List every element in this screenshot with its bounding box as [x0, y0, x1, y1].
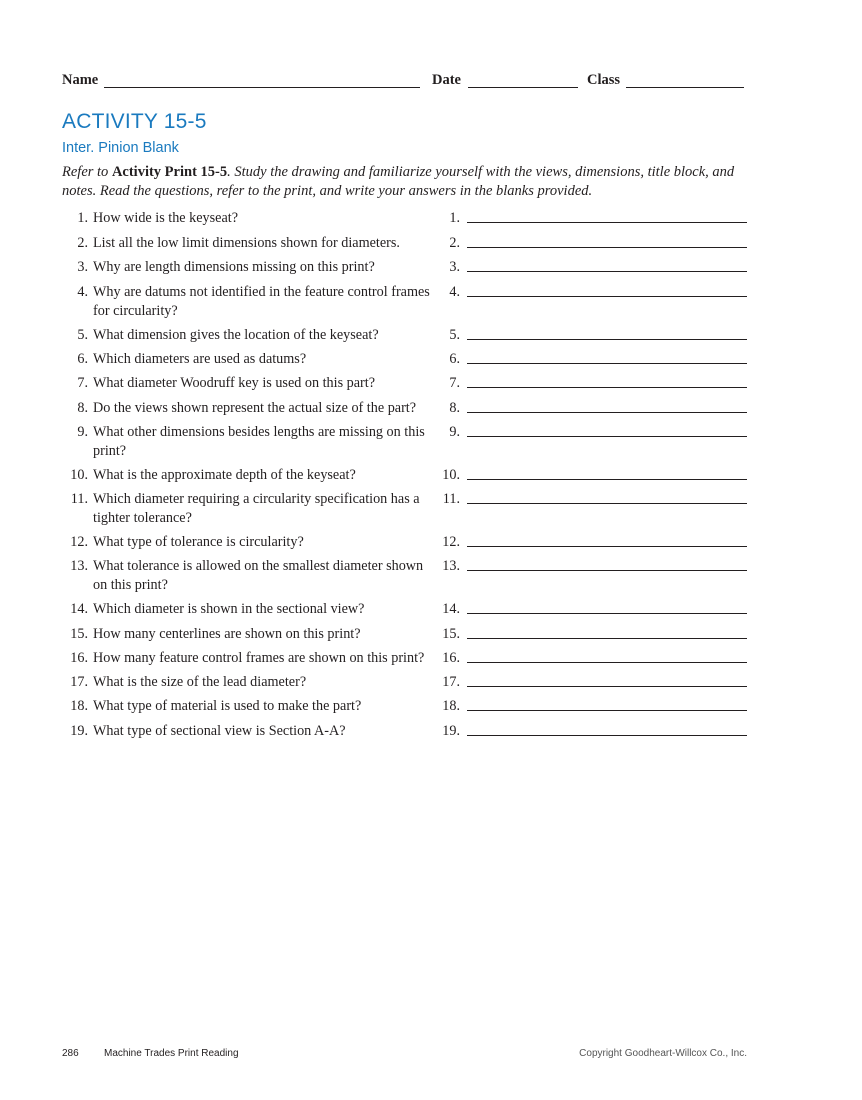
answer-blank[interactable] [467, 503, 747, 504]
class-blank [626, 87, 744, 88]
question-number: 7. [77, 375, 88, 391]
answer-number: 15. [442, 626, 460, 642]
question-text: What type of sectional view is Section A-A? [93, 723, 346, 739]
answer-blank[interactable] [467, 710, 747, 711]
question-number: 13. [70, 558, 88, 574]
question-text: Which diameter requiring a circularity specification has a tighter tolerance? [93, 491, 420, 526]
answer-number: 18. [442, 698, 460, 714]
name-label: Name [62, 72, 99, 88]
student-info-header [62, 72, 752, 92]
question-text: What tolerance is allowed on the smallest diameter shown on this print? [93, 558, 424, 593]
question-text: How many centerlines are shown on this print? [93, 626, 361, 642]
instructions-prefix: Refer to [62, 164, 112, 180]
answer-blank[interactable] [467, 735, 747, 736]
answer-number: 13. [442, 558, 460, 574]
answer-number: 10. [442, 467, 460, 483]
question-text: How wide is the keyseat? [93, 210, 238, 226]
answer-blank[interactable] [467, 686, 747, 687]
answer-number: 14. [442, 601, 460, 617]
answer-blank[interactable] [467, 247, 747, 248]
question-number: 17. [70, 674, 88, 690]
question-text: What is the size of the lead diameter? [93, 674, 307, 690]
answer-blank[interactable] [467, 546, 747, 547]
answer-blank[interactable] [467, 271, 747, 272]
question-number: 8. [77, 400, 88, 416]
question-number: 2. [77, 235, 88, 251]
activity-subtitle: Inter. Pinion Blank [62, 140, 179, 156]
question-text: What type of material is used to make the part? [93, 698, 362, 714]
answer-number: 8. [449, 400, 460, 416]
question-number: 6. [77, 351, 88, 367]
question-text: What other dimensions besides lengths are missing on this print? [93, 424, 425, 459]
answer-blank[interactable] [467, 436, 747, 437]
question-text: What dimension gives the location of the keyseat? [93, 327, 379, 343]
answer-number: 1. [449, 210, 460, 226]
question-number: 14. [70, 601, 88, 617]
question-text: How many feature control frames are shown on this print? [93, 650, 425, 666]
question-text: Why are length dimensions missing on this print? [93, 259, 375, 275]
answer-number: 2. [449, 235, 460, 251]
activity-title: ACTIVITY 15-5 [62, 110, 207, 133]
name-blank [104, 87, 420, 88]
answer-blank[interactable] [467, 638, 747, 639]
copyright: Copyright Goodheart-Willcox Co., Inc. [579, 1048, 747, 1059]
answer-number: 17. [442, 674, 460, 690]
instructions-body: . Study the drawing and familiarize yourself with the views, dimensions, title block, and notes. Read the questions, refer to the print, and write your answers in the blanks provided. [62, 164, 735, 199]
class-label: Class [587, 72, 621, 88]
answer-number: 5. [449, 327, 460, 343]
question-number: 9. [77, 424, 88, 440]
date-label: Date [432, 72, 461, 88]
answer-number: 19. [442, 723, 460, 739]
question-number: 4. [77, 284, 88, 300]
question-number: 10. [70, 467, 88, 483]
question-number: 18. [70, 698, 88, 714]
answer-number: 16. [442, 650, 460, 666]
answer-blank[interactable] [467, 412, 747, 413]
question-number: 12. [70, 534, 88, 550]
question-text: What diameter Woodruff key is used on this part? [93, 375, 376, 391]
question-number: 3. [77, 259, 88, 275]
question-text: Which diameter is shown in the sectional view? [93, 601, 365, 617]
date-blank [468, 87, 578, 88]
answer-blank[interactable] [467, 479, 747, 480]
answer-number: 12. [442, 534, 460, 550]
answer-number: 7. [449, 375, 460, 391]
question-text: Why are datums not identified in the feature control frames for circularity? [93, 284, 430, 319]
question-number: 16. [70, 650, 88, 666]
question-number: 1. [77, 210, 88, 226]
instructions-print-ref: Activity Print 15-5 [111, 164, 228, 180]
answer-blank[interactable] [467, 662, 747, 663]
answer-number: 4. [449, 284, 460, 300]
answer-blank[interactable] [467, 339, 747, 340]
question-text: What type of tolerance is circularity? [93, 534, 304, 550]
answer-blank[interactable] [467, 296, 747, 297]
answer-blank[interactable] [467, 222, 747, 223]
answer-number: 11. [442, 491, 460, 507]
question-number: 11. [70, 491, 88, 507]
question-text: List all the low limit dimensions shown for diameters. [93, 235, 400, 251]
answer-number: 6. [449, 351, 460, 367]
question-text: Do the views shown represent the actual size of the part? [93, 400, 417, 416]
question-text: What is the approximate depth of the keyseat? [93, 467, 356, 483]
instructions [62, 163, 752, 201]
answer-number: 3. [449, 259, 460, 275]
question-text: Which diameters are used as datums? [93, 351, 307, 367]
question-number: 15. [70, 626, 88, 642]
answer-blank[interactable] [467, 570, 747, 571]
page-number: 286 [62, 1048, 79, 1059]
answer-blank[interactable] [467, 387, 747, 388]
answer-number: 9. [449, 424, 460, 440]
answer-blank[interactable] [467, 613, 747, 614]
answer-blank[interactable] [467, 363, 747, 364]
question-number: 5. [77, 327, 88, 343]
question-number: 19. [70, 723, 88, 739]
book-title: Machine Trades Print Reading [104, 1048, 239, 1059]
